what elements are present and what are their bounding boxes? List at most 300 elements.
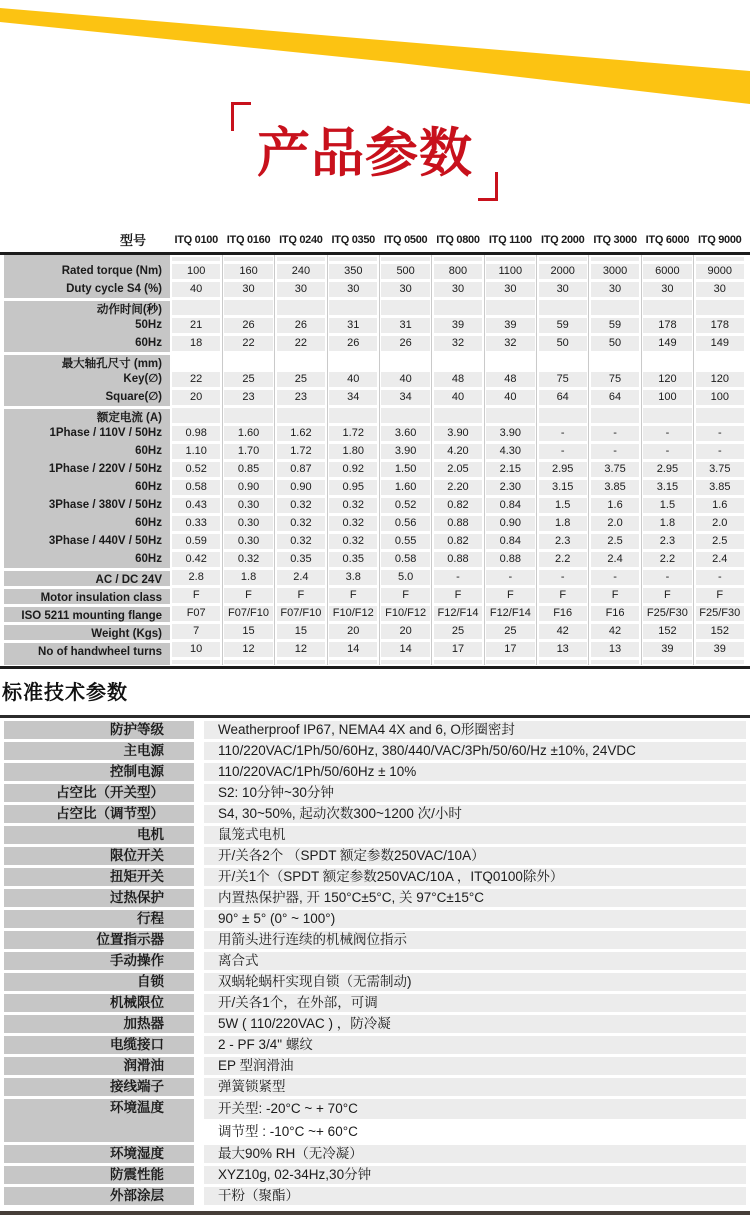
tech-value-line: 内置热保护器, 开 150°C±5°C, 关 97°C±15°C (204, 889, 746, 907)
spec-cell-value: 2.2 (643, 552, 691, 567)
spec-row-cells (170, 640, 746, 658)
spec-cell (379, 586, 431, 604)
spec-cell-value: 149 (696, 336, 744, 351)
spec-cell-value: - (643, 570, 691, 585)
spec-cell (170, 262, 222, 280)
tech-row-value (204, 889, 746, 907)
spec-cell (222, 262, 274, 280)
spec-cell-value: 48 (434, 372, 482, 387)
spec-cell (327, 255, 379, 262)
spec-cell-value: 22 (172, 372, 220, 387)
spec-cell (327, 388, 379, 406)
spec-cell (641, 658, 693, 665)
spec-cell-value: 32 (434, 336, 482, 351)
spec-cell (379, 622, 431, 640)
spec-row-label: Key(∅) (4, 370, 170, 388)
spec-cell (170, 388, 222, 406)
spec-cell (694, 658, 746, 665)
tech-row-label: 防护等级 (4, 721, 194, 739)
spec-cell (379, 255, 431, 262)
spec-cell-value: - (591, 426, 639, 441)
spec-cell-value: 13 (539, 642, 587, 657)
spec-row-label: 60Hz (4, 442, 170, 460)
spec-cell (589, 532, 641, 550)
spec-cell (537, 568, 589, 586)
tech-value-line: 鼠笼式电机 (204, 826, 746, 844)
spec-cell (327, 550, 379, 568)
spec-cell (484, 478, 536, 496)
spec-cell (432, 604, 484, 622)
spec-cell (432, 640, 484, 658)
tech-row-label: 占空比（调节型） (4, 805, 194, 823)
spec-cell-value: 0.32 (329, 516, 377, 531)
spec-cell (537, 424, 589, 442)
spec-cell-value: 30 (643, 282, 691, 297)
spec-cell-value (696, 257, 744, 261)
spec-cell-value: 42 (591, 624, 639, 639)
spec-table-row (4, 316, 746, 334)
spec-cell (379, 442, 431, 460)
spec-cell-value: 48 (486, 372, 534, 387)
spec-cell (222, 496, 274, 514)
spec-cell (432, 352, 484, 370)
spec-cell-value: 18 (172, 336, 220, 351)
spec-cell (432, 280, 484, 298)
spec-cell-value: 1.72 (329, 426, 377, 441)
spec-cell (537, 280, 589, 298)
spec-cell-value: 0.56 (381, 516, 429, 531)
spec-cell (170, 478, 222, 496)
spec-cell-value: 2000 (539, 264, 587, 279)
tech-row-label: 外部涂层 (4, 1187, 194, 1205)
spec-cell (694, 316, 746, 334)
spec-spacer-row (4, 658, 746, 665)
spec-row-label: 额定电流 (A) (4, 406, 170, 424)
rule-page-bottom (0, 1211, 750, 1215)
tech-row-value (204, 868, 746, 886)
spec-cell-value: 59 (539, 318, 587, 333)
spec-cell-value: F07/F10 (224, 606, 272, 621)
spec-cell (432, 388, 484, 406)
spec-table-row (4, 514, 746, 532)
spec-cell (537, 658, 589, 665)
spec-row-cells (170, 316, 746, 334)
spec-cell-value: 1.72 (277, 444, 325, 459)
spec-cell (327, 262, 379, 280)
spec-cell (537, 622, 589, 640)
spec-cell (222, 460, 274, 478)
spec-cell (589, 280, 641, 298)
spec-cell-value (486, 408, 534, 423)
spec-cell (327, 514, 379, 532)
spec-cell-value: 30 (696, 282, 744, 297)
spec-cell (641, 478, 693, 496)
spec-cell (694, 586, 746, 604)
spec-cell-value: F16 (591, 606, 639, 621)
spec-cell-value: 0.95 (329, 480, 377, 495)
tech-row-label: 机械限位 (4, 994, 194, 1012)
spec-cell (275, 478, 327, 496)
spec-cell-value: 0.30 (224, 516, 272, 531)
tech-row-label: 电机 (4, 826, 194, 844)
spec-cell-value: F12/F14 (434, 606, 482, 621)
tech-value-line: 开/关各1个，在外部，可调 (204, 994, 746, 1012)
spec-cell-value: 2.3 (643, 534, 691, 549)
spec-cell (589, 442, 641, 460)
spec-cell (589, 370, 641, 388)
spec-cell-value: 14 (381, 642, 429, 657)
tech-row-value (204, 1145, 746, 1163)
spec-cell-value (329, 660, 377, 664)
spec-cell (641, 255, 693, 262)
spec-cell-value: 1.60 (381, 480, 429, 495)
spec-cell (537, 496, 589, 514)
spec-cell (170, 496, 222, 514)
spec-cell-value (643, 257, 691, 261)
spec-cell (327, 478, 379, 496)
spec-cell (432, 550, 484, 568)
spec-cell-value: - (696, 444, 744, 459)
spec-cell (694, 352, 746, 370)
tech-row-label: 限位开关 (4, 847, 194, 865)
spec-cell (222, 316, 274, 334)
spec-cell-value: 3.8 (329, 570, 377, 585)
spec-cell-value (172, 660, 220, 664)
spec-cell-value: - (539, 426, 587, 441)
spec-table-row (4, 298, 746, 316)
spec-cell (275, 352, 327, 370)
spec-cell-value: 32 (486, 336, 534, 351)
spec-cell (222, 442, 274, 460)
spec-cell-value: 0.87 (277, 462, 325, 477)
spec-cell (222, 622, 274, 640)
spec-cell-value: F12/F14 (486, 606, 534, 621)
spec-cell-value: - (696, 570, 744, 585)
tech-row-value (204, 994, 746, 1012)
spec-cell (432, 262, 484, 280)
spec-cell (537, 298, 589, 316)
spec-cell-value (381, 257, 429, 261)
spec-cell-value: 25 (486, 624, 534, 639)
tech-row-value (204, 784, 746, 802)
spec-cell-value: 4.30 (486, 444, 534, 459)
spec-cell-value: 1.60 (224, 426, 272, 441)
spec-cell (432, 478, 484, 496)
spec-cell (170, 550, 222, 568)
spec-cell (379, 658, 431, 665)
tech-value-line: 开/关1个（SPDT 额定参数250VAC/10A ，ITQ0100除外） (204, 868, 746, 886)
spec-cell-value (434, 300, 482, 315)
spec-cell-value: 22 (224, 336, 272, 351)
spec-cell-value: 23 (224, 390, 272, 405)
spec-cell-value: - (643, 444, 691, 459)
spec-cell-value: 2.0 (591, 516, 639, 531)
spec-cell (222, 658, 274, 665)
spec-cell (379, 334, 431, 352)
spec-cell-value: 800 (434, 264, 482, 279)
spec-row-cells (170, 280, 746, 298)
spec-row-label (4, 658, 170, 665)
spec-cell-value: 240 (277, 264, 325, 279)
spec-cell-value: 2.15 (486, 462, 534, 477)
spec-cell (275, 640, 327, 658)
spec-cell-value: 160 (224, 264, 272, 279)
spec-cell-value (591, 300, 639, 315)
spec-cell-value: 26 (224, 318, 272, 333)
tech-row-value (204, 1057, 746, 1075)
tech-row-value (204, 910, 746, 928)
tech-row-label: 位置指示器 (4, 931, 194, 949)
spec-cell-value: 152 (643, 624, 691, 639)
tech-value-line: 110/220VAC/1Ph/50/60Hz ± 10% (204, 763, 746, 781)
spec-table-row (4, 460, 746, 478)
tech-table-row (4, 784, 746, 802)
spec-cell (222, 478, 274, 496)
spec-cell (694, 370, 746, 388)
spec-cell-value (486, 660, 534, 664)
spec-cell (432, 424, 484, 442)
spec-row-label: Motor insulation class (4, 586, 170, 604)
spec-row-label: 60Hz (4, 514, 170, 532)
spec-cell (484, 262, 536, 280)
spec-cell-value: 40 (172, 282, 220, 297)
spec-cell (275, 532, 327, 550)
spec-cell (641, 550, 693, 568)
tech-table-row (4, 1099, 746, 1142)
model-header-cell: ITQ 0160 (226, 234, 271, 246)
spec-cell-value: 2.20 (434, 480, 482, 495)
spec-cell (170, 640, 222, 658)
tech-row-label: 电缆接口 (4, 1036, 194, 1054)
rule-under-spec-table (0, 666, 750, 669)
spec-row-cells (170, 550, 746, 568)
spec-cell (641, 370, 693, 388)
spec-cell (432, 496, 484, 514)
spec-cell (641, 334, 693, 352)
spec-cell (694, 496, 746, 514)
spec-row-cells (170, 262, 746, 280)
spec-cell (641, 316, 693, 334)
tech-row-label: 过热保护 (4, 889, 194, 907)
spec-row-cells (170, 460, 746, 478)
spec-cell-value: 5.0 (381, 570, 429, 585)
model-header-cell: ITQ 9000 (698, 234, 742, 246)
tech-value-line: EP 型润滑油 (204, 1057, 746, 1075)
spec-cell (537, 316, 589, 334)
spec-cell-value: 1.8 (539, 516, 587, 531)
spec-cell-value: 0.33 (172, 516, 220, 531)
spec-cell-value (224, 257, 272, 261)
spec-row-label: Weight (Kgs) (4, 622, 170, 640)
spec-cell (484, 388, 536, 406)
tech-row-label: 行程 (4, 910, 194, 928)
spec-table (4, 255, 746, 665)
spec-row-label: ISO 5211 mounting flange (4, 604, 170, 622)
spec-cell-value: 0.59 (172, 534, 220, 549)
tech-table-row (4, 994, 746, 1012)
spec-cell (694, 622, 746, 640)
spec-cell-value: - (591, 570, 639, 585)
spec-cell-value (591, 257, 639, 261)
spec-cell (694, 460, 746, 478)
spec-cell (537, 370, 589, 388)
spec-cell-value: 30 (224, 282, 272, 297)
spec-cell (432, 406, 484, 424)
spec-cell (275, 262, 327, 280)
spec-cell-value: 0.90 (277, 480, 325, 495)
spec-cell (327, 568, 379, 586)
spec-cell-value: 2.5 (591, 534, 639, 549)
spec-cell (379, 550, 431, 568)
spec-cell (432, 316, 484, 334)
spec-row-label (4, 255, 170, 262)
spec-cell-value: 31 (329, 318, 377, 333)
spec-cell-value (643, 300, 691, 315)
tech-row-value (204, 805, 746, 823)
tech-table-row (4, 1166, 746, 1184)
spec-cell (327, 604, 379, 622)
spec-row-cells (170, 568, 746, 586)
spec-cell (484, 316, 536, 334)
spec-table-row (4, 604, 746, 622)
spec-cell (537, 550, 589, 568)
spec-cell-value: 0.84 (486, 534, 534, 549)
spec-cell-value: F (434, 588, 482, 603)
spec-cell (432, 568, 484, 586)
tech-row-value (204, 826, 746, 844)
spec-cell-value: 1.70 (224, 444, 272, 459)
spec-cell-value: 20 (329, 624, 377, 639)
spec-cell (379, 424, 431, 442)
spec-cell (379, 352, 431, 370)
spec-cell (275, 316, 327, 334)
model-columns (170, 230, 746, 251)
tech-row-label: 润滑油 (4, 1057, 194, 1075)
spec-cell-value (486, 300, 534, 315)
spec-cell-value: 149 (643, 336, 691, 351)
spec-cell-value: 3.15 (643, 480, 691, 495)
spec-row-label: 最大轴孔尺寸 (mm) (4, 352, 170, 370)
spec-cell (641, 622, 693, 640)
spec-cell-value (591, 408, 639, 423)
tech-row-label: 手动操作 (4, 952, 194, 970)
spec-cell (432, 334, 484, 352)
spec-cell-value: - (539, 570, 587, 585)
spec-cell-value: 0.90 (224, 480, 272, 495)
spec-cell (170, 255, 222, 262)
spec-cell (694, 388, 746, 406)
tech-row-label: 防震性能 (4, 1166, 194, 1184)
spec-cell (537, 388, 589, 406)
spec-cell (484, 604, 536, 622)
spec-cell-value: 34 (329, 390, 377, 405)
spec-row-label: Duty cycle S4 (%) (4, 280, 170, 298)
spec-cell (327, 460, 379, 478)
spec-cell-value: 30 (434, 282, 482, 297)
spec-cell (484, 568, 536, 586)
spec-cell-value: 10 (172, 642, 220, 657)
spec-cell (694, 514, 746, 532)
spec-cell-value: 2.05 (434, 462, 482, 477)
tech-row-value (204, 763, 746, 781)
spec-cell-value (434, 408, 482, 423)
spec-cell (589, 586, 641, 604)
spec-cell-value: - (434, 570, 482, 585)
spec-cell (379, 460, 431, 478)
spec-cell (275, 550, 327, 568)
spec-cell (484, 460, 536, 478)
spec-table-row (4, 406, 746, 424)
spec-cell (484, 532, 536, 550)
spec-cell-value: 75 (539, 372, 587, 387)
spec-cell-value: 34 (381, 390, 429, 405)
spec-cell-value: F (329, 588, 377, 603)
spec-cell-value: 7 (172, 624, 220, 639)
tech-row-value (204, 1166, 746, 1184)
model-header-cell: ITQ 6000 (645, 234, 690, 246)
spec-cell (222, 255, 274, 262)
spec-cell (222, 640, 274, 658)
spec-row-label: 60Hz (4, 334, 170, 352)
spec-cell-value: 2.30 (486, 480, 534, 495)
spec-cell-value: 0.98 (172, 426, 220, 441)
spec-cell-value: 100 (172, 264, 220, 279)
spec-cell (641, 514, 693, 532)
spec-cell (641, 460, 693, 478)
tech-table-row (4, 868, 746, 886)
spec-cell (275, 622, 327, 640)
spec-cell (170, 334, 222, 352)
spec-cell (275, 280, 327, 298)
spec-cell (275, 496, 327, 514)
spec-cell (589, 352, 641, 370)
spec-cell (379, 262, 431, 280)
tech-value-line: XYZ10g, 02-34Hz,30分钟 (204, 1166, 746, 1184)
tech-value-line: Weatherproof IP67, NEMA4 4X and 6, O形圈密封 (204, 721, 746, 739)
spec-cell-value: 20 (381, 624, 429, 639)
spec-cell (484, 334, 536, 352)
spec-cell (275, 334, 327, 352)
spec-cell-value (277, 300, 325, 315)
spec-cell-value: 2.0 (696, 516, 744, 531)
spec-cell (641, 640, 693, 658)
spec-cell-value (381, 300, 429, 315)
spec-cell-value: 17 (486, 642, 534, 657)
spec-cell-value (539, 408, 587, 423)
spec-cell-value: F (591, 588, 639, 603)
spec-cell-value: 12 (277, 642, 325, 657)
tech-value-line: 2 - PF 3/4" 螺纹 (204, 1036, 746, 1054)
spec-cell-value: F (696, 588, 744, 603)
spec-cell (537, 262, 589, 280)
tech-row-label: 自锁 (4, 973, 194, 991)
spec-cell (537, 478, 589, 496)
tech-table (4, 721, 746, 1208)
spec-cell-value: 120 (696, 372, 744, 387)
spec-cell-value: 50 (539, 336, 587, 351)
spec-cell (641, 280, 693, 298)
spec-cell-value (539, 300, 587, 315)
spec-cell (484, 255, 536, 262)
spec-cell (222, 568, 274, 586)
corner-bracket-bottom-right-icon (478, 172, 498, 201)
spec-cell-value: 59 (591, 318, 639, 333)
spec-cell-value: 21 (172, 318, 220, 333)
spec-row-label: AC / DC 24V (4, 568, 170, 586)
spec-cell (694, 424, 746, 442)
tech-table-row (4, 910, 746, 928)
spec-cell (537, 334, 589, 352)
